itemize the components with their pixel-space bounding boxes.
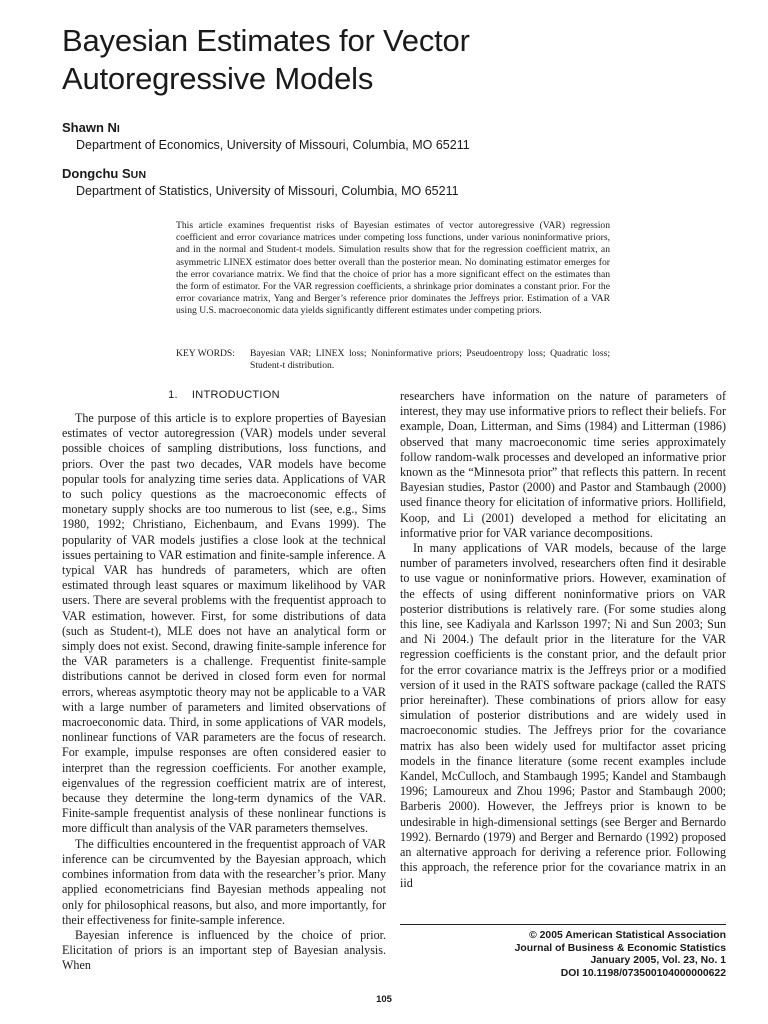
paragraph: Bayesian inference is influenced by the choice of prior. Elicitation of priors is an important step of Bayesian analysis. When — [62, 927, 386, 973]
copyright: © 2005 American Statistical Association — [529, 930, 726, 941]
journal-info — [400, 930, 726, 980]
section-number: 1. — [168, 389, 178, 401]
journal-issue: January 2005, Vol. 23, No. 1 — [590, 955, 726, 967]
paragraph: In many applications of VAR models, because of the large number of parameters involved, researchers often find it desirable to use vague or noninformative priors. However, examination of the effects of using different noninformative priors on VAR posterior distributions is relatively rare. (For some studies along this line, see Kadiyala and Karlsson 1997; Ni and Sun 2003; Sun and Ni 2004.) The default prior in the literature for the VAR regression coefficients is the constant prior, and the default prior for the error covariance matrix is the Jeffreys prior or a modified version of it used in the RATS software package (called the RATS prior hereinafter). These combinations of priors allow for easy simulation of posterior distributions and are widely used in macroeconomic studies. The Jeffreys prior for the covariance matrix has also been widely used for multifactor asset pricing models in the finance literature (some recent examples include Kandel, McCulloch, and Stambaugh 1995; Kandel and Stambaugh 1996; Lamoureux and Zhou 1996; Pastor and Stambaugh 2000; Barberis 2000). However, the Jeffreys prior is known to be undesirable in high-dimensional settings (see Berger and Bernardo 1992). Bernardo (1979) and Berger and Bernardo (1992) proposed an alternative approach for deriving a reference prior. Following this approach, the reference prior for the covariance matrix in an iid — [400, 541, 726, 890]
section-heading — [62, 389, 386, 401]
journal-name: Journal of Business & Economic Statistics — [514, 942, 726, 954]
keywords-label: KEY WORDS: — [176, 348, 235, 359]
right-column — [400, 389, 726, 891]
author-2-name: Dongchu SUN — [62, 166, 147, 181]
left-column — [62, 411, 386, 974]
paragraph: The difficulties encountered in the frequentist approach of VAR inference can be circumvented by the Bayesian approach, which combines information from data with the researcher’s prior. Many applied econometricians find Bayesian methods appealing not only for philosophical reasons, but also, and more importantly, for their effectiveness for finite-sample inference. — [62, 836, 386, 927]
author-1-affiliation: Department of Economics, University of Missouri, Columbia, MO 65211 — [76, 138, 470, 152]
title-line-1: Bayesian Estimates for Vector — [62, 23, 470, 58]
footer-rule — [400, 924, 726, 925]
title-line-2: Autoregressive Models — [62, 61, 374, 96]
section-title: INTRODUCTION — [191, 389, 280, 401]
doi: DOI 10.1198/073500104000000622 — [560, 967, 726, 979]
page-number: 105 — [376, 994, 392, 1005]
author-2-affiliation: Department of Statistics, University of Missouri, Columbia, MO 65211 — [76, 184, 459, 198]
keywords — [176, 348, 610, 372]
paragraph: researchers have information on the nature of parameters of interest, they may use informative priors to reflect their beliefs. For example, Doan, Litterman, and Sims (1984) and Litterman (1986) observed that many macroeconomic time series approximately follow random-walk processes and developed an informative prior known as the “Minnesota prior” that reflects this pattern. In recent Bayesian studies, Pastor (2000) and Pastor and Stambaugh (2000) used finance theory for elicitation of informative priors. Hollifield, Koop, and Li (2001) developed a method for elicitating an informative prior for VAR variance decompositions. — [400, 389, 726, 540]
abstract-text: This article examines frequentist risks of Bayesian estimates of vector autoregressive (VAR) regression coefficient and error covariance matrices under competing loss functions, under various noninformative priors, and in the normal and Student-t models. Simulation results show that for the regression coefficient matrix, an asymmetric LINEX estimator does better overall than the posterior mean. No dominating estimator emerges for the error covariance matrix. We find that the choice of prior has a more significant effect on the estimates than the form of estimator. For the VAR regression coefficients, a shrinkage prior dominates a constant prior. For the error covariance matrix, Yang and Berger’s reference prior dominates the Jeffreys prior. Estimation of a VAR using U.S. macroeconomic data yields significantly different estimates under competing priors. — [176, 220, 610, 317]
keywords-text: Bayesian VAR; LINEX loss; Noninformative priors; Pseudoentropy loss; Quadratic loss; Student-t distribution. — [250, 348, 610, 372]
abstract — [176, 220, 610, 318]
author-1-name: Shawn NI — [62, 120, 121, 135]
paragraph: The purpose of this article is to explore properties of Bayesian estimates of vector autoregression (VAR) models under several possible choices of sampling distributions, loss functions, and priors. Over the past two decades, VAR models have become popular tools for analyzing time series data. Applications of VAR to such policy questions as the macroeconomic effects of monetary supply shocks are too numerous to list (see, e.g., Sims 1980, 1992; Christiano, Eichenbaum, and Evans 1999). The popularity of VAR models justifies a close look at the technical issues pertaining to VAR estimation and finite-sample inference. A typical VAR has hundreds of parameters, which are often estimated through least squares or maximum likelihood by VAR users. There are several problems with the frequentist approach to VAR estimation, however. First, for some distributions of data (such as Student-t), MLE does not have an analytical form or simply does not exist. Second, drawing finite-sample inference for the VAR parameters is a challenge. Frequentist finite-sample distributions cannot be derived in closed form even for normal errors, whereas asymptotic theory may not be applicable to a VAR with a large number of parameters and limited observations of macroeconomic data. Third, in some applications of VAR models, nonlinear functions of VAR parameters are the focus of research. For example, impulse responses are often considered easier to interpret than the regression coefficients. For another example, eigenvalues of the regression coefficient matrix are of interest, because they determine the long-term dynamics of the VAR. Finite-sample frequentist analysis of these nonlinear functions is more difficult than analysis of the VAR parameters themselves. — [62, 411, 386, 836]
article-title — [62, 22, 702, 98]
